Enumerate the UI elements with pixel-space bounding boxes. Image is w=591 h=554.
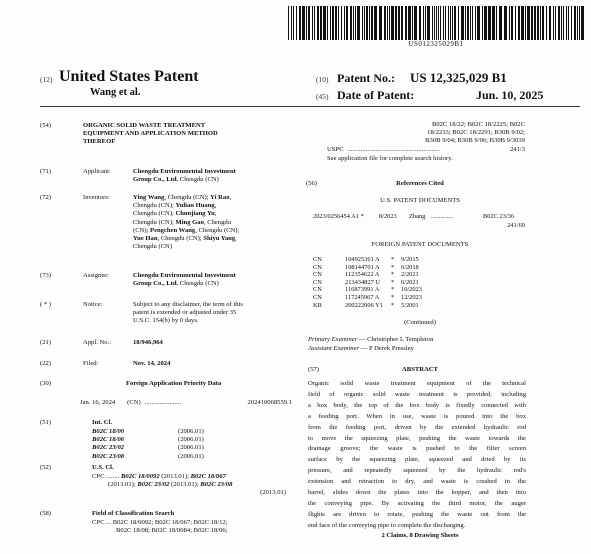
foreign-country: CN [313,293,322,301]
primary-examiner-label: Primary Examiner [308,336,358,343]
barcode-bar [341,6,342,40]
barcode-bar [332,6,334,40]
intcl-code: (51) [40,419,51,426]
barcode-bar [364,6,365,40]
invention-title [83,122,218,147]
barcode-number: US012325029B1 [408,40,464,48]
barcode-bar [355,6,356,40]
inventor-location: , Chengdu (CN); [195,226,240,234]
barcode-bar [561,6,562,40]
barcode-bar [542,6,544,40]
barcode-bar [448,6,449,40]
inventor-name: Pengchen Wang [150,226,196,234]
inventor-location: , [235,235,237,243]
foreign-number: 112354622 A [345,271,380,279]
barcode-bar [450,6,451,40]
foreign-doc-row [313,264,513,272]
barcode-image [286,6,586,40]
barcode-bar [531,6,533,40]
filed-date: Nov. 14, 2024 [133,360,171,367]
assignee-city: Chengdu (CN) [179,280,219,288]
foreign-doc-row [313,294,513,302]
inventor-line [133,219,288,227]
barcode-bar [391,6,394,40]
foreign-number: 116873991 A [345,286,380,294]
barcode-bar [482,6,483,40]
invention-title-line: EQUIPMENT AND APPLICATION METHOD [83,130,218,138]
barcode-bar [320,6,322,40]
abstract-line: a box body, the top of the box body is fixedly connected with [308,401,526,409]
class-line: B30B 9/04; B30B 9/06; B30B 9/3039 [425,137,525,145]
barcode-bar [338,6,339,40]
barcode-bar [408,6,411,40]
barcode-bar [568,6,569,40]
date-label: Date of Patent: [337,88,415,102]
claims-line: 2 Claims, 8 Drawing Sheets [381,532,459,539]
inventors-code: (72) [40,194,51,201]
us-doc-number: 2023/0256454 A1 * [313,213,364,220]
barcode-bar [470,6,471,40]
barcode-bar [330,6,331,40]
barcode-bar [492,6,495,40]
priority-country: (CN) [127,399,141,406]
foreign-doc-row [313,256,513,264]
intcl-row [92,444,232,452]
intcl-list [92,428,232,461]
us-doc-class2-row [313,222,525,230]
intcl-version: (2006.01) [178,436,204,444]
barcode-bar [511,6,513,40]
abstract-line: to move the squeezing plate, pushing the waste towards the [308,434,526,442]
cpc-block [92,473,292,498]
uspc-value: 241/3 [509,146,525,153]
barcode-bar [389,6,390,40]
patent-date: Jun. 10, 2025 [476,88,544,102]
foreign-date: 6/2021 [401,278,419,286]
assignee-name-cont: Group Co., Ltd. [133,280,179,288]
barcode-bar [496,6,497,40]
title-code: (54) [40,122,51,129]
barcode-bar [405,6,407,40]
inventor-short: Wang et al. [90,87,141,98]
cpc-class: B02C 18/067 [190,473,226,480]
abstract-line: barrel, slides down the plates into the hopper, and then into [308,489,526,497]
see-application: See application file for complete search history. [327,155,453,162]
barcode-bar [436,6,437,40]
barcode-bar [423,6,424,40]
foreign-date: 5/2001 [401,301,419,309]
foreign-flag: * [391,271,395,279]
barcode-bar [395,6,397,40]
barcode-bar [335,6,337,40]
inventor-location: Chengdu (CN); [133,202,176,210]
uspc-leader: ........................................................ [347,146,440,153]
inventor-location: , [214,202,217,210]
inventor-location: Chengdu (CN); [133,210,176,218]
inventor-name: Yi Rao [210,194,230,201]
foreign-doc-row [313,286,513,294]
applicant-value [133,168,283,184]
barcode-bar [379,6,382,40]
intcl-class: B02C 23/02 [92,444,125,452]
inventors-list [133,194,288,251]
barcode-bar [443,6,444,40]
barcode-bar [452,6,453,40]
assignee-code: (73) [40,272,51,279]
intcl-version: (2006.01) [178,452,204,460]
assistant-examiner [308,345,414,353]
barcode-bar [438,6,439,40]
field-lines [92,519,302,535]
barcode-bar [440,6,441,40]
barcode-bar [412,6,413,40]
foreign-country: KR [313,301,322,309]
applicant-name-cont: Group Co., Ltd. [133,176,179,184]
field-label: Field of Classification Search [92,510,175,517]
refs-title: References Cited [396,180,444,187]
intcl-row [92,428,232,436]
foreign-flag: * [391,256,395,263]
foreign-flag: * [391,278,395,286]
barcode-bar [312,6,313,40]
inventors-label: Inventors: [83,194,110,201]
inventor-line [133,210,288,218]
foreign-date: 6/2018 [401,263,419,271]
barcode-bar [571,6,572,40]
barcode-bar [509,6,510,40]
barcode-bar [398,6,400,40]
primary-examiner [308,336,433,344]
cpc-version: (2013.01); [108,481,136,489]
barcode-bar [296,6,297,40]
abstract-title: ABSTRACT [402,366,438,373]
foreign-date: 9/2015 [401,256,419,263]
abstract-line: extension and retraction to dry, and waste is crushed in the [308,478,526,486]
foreign-doc-row [313,271,513,279]
foreign-number: 117245967 A [345,293,380,301]
cpc-version: (2013.01); [161,473,189,480]
inventor-location: (CN); [133,226,151,234]
us-doc-row [313,213,525,221]
barcode-bar [434,6,435,40]
intcl-class: B02C 23/08 [92,452,125,460]
barcode-bar [432,6,433,40]
barcode-bar [553,6,554,40]
barcode-bar [362,6,363,40]
patent-number: US 12,325,029 B1 [410,70,507,85]
date-code: (45) [316,92,329,101]
barcode-bar [477,6,480,40]
us-doc-date: 8/2023 [379,213,397,220]
inventor-location: , Chengdu (CN); [157,235,204,243]
barcode-bar [314,6,315,40]
priority-code: (30) [40,380,51,387]
foreign-doc-row [313,302,513,310]
barcode-bar [458,6,459,40]
foreign-date: 12/2023 [401,293,422,301]
invention-title-line: ORGANIC SOLID WASTE TREATMENT [83,122,206,129]
uspc-label: USPC [327,146,344,153]
foreign-number: 213434827 U [345,278,380,286]
priority-title: Foreign Application Priority Data [126,380,222,387]
barcode-bar [534,6,536,40]
intcl-row [92,436,232,444]
abstract-line: end face of the conveying pipe to complete the discharging. [308,521,466,529]
priority-date: Jan. 16, 2024 [80,399,116,406]
barcode-bar [518,6,520,40]
barcode-bar [465,6,466,40]
barcode-bar [577,6,578,40]
barcode-bar [302,6,305,40]
notice-label: Notice: [83,301,103,308]
us-doc-class2: 241/69 [507,222,525,229]
barcode-bar [308,6,310,40]
barcode-bar [574,6,576,40]
inventor-location: , Chengdu [203,218,231,226]
doc-kind-code: (12) [40,75,53,84]
barcode-bar [288,6,289,40]
uscl-code: (52) [40,464,51,471]
abstract-line: pressure, and repeatedly squeezed by the hydraulic rod's [308,467,526,475]
inventor-line [133,227,288,235]
barcode-bar [357,6,360,40]
header-rule [40,106,580,107]
foreign-country: CN [313,278,322,286]
barcode-bar [540,6,541,40]
foreign-country: CN [313,271,322,279]
notice-line: Subject to any disclaimer, the term of this [133,301,243,308]
barcode-bar [371,6,373,40]
patent-no-code: (10) [316,75,329,84]
barcode-bar [546,6,547,40]
foreign-doc-row [313,279,513,287]
refs-code: (56) [306,180,317,187]
notice-text [133,301,288,326]
priority-row [80,399,292,407]
field-line: B02C 18/08; B02C 18/0084; B02C 18/06; [116,527,228,535]
abstract-line: a feeding port. When in use, waste is poured into the box [308,412,526,420]
inventor-name: Yulian Huang [175,202,215,210]
abstract-line: from the feeding port, driven by the extended hydraulic rod [308,423,526,431]
barcode-bar [579,6,580,40]
inventor-line [133,194,288,202]
appl-code: (21) [40,339,51,346]
filed-code: (22) [40,360,51,367]
barcode-bar [484,6,487,40]
barcode-bar [537,6,539,40]
barcode-bar [504,6,507,40]
barcode-bar [566,6,567,40]
inventor-line [133,235,288,243]
cpc-class: B02C 18/0092 [120,473,160,480]
barcode-bar [445,6,446,40]
cpc-version: (2013.01) [260,489,286,497]
abstract-line: Organic solid waste treatment equipment of the technical [308,380,526,387]
barcode-bar [525,6,526,40]
priority-leader: ...................... [144,399,181,406]
intcl-label: Int. Cl. [92,419,112,426]
field-code: (58) [40,510,51,517]
inventor-name: Chunjiang Yu [175,210,215,218]
barcode-bar [527,6,530,40]
applicant-code: (71) [40,168,51,175]
foreign-flag: * [391,286,395,294]
patent-no-label: Patent No.: [337,71,395,85]
barcode-bar [549,6,551,40]
invention-title-line: THEREOF [83,138,116,146]
intcl-version: (2006.01) [178,428,204,435]
barcode-bar [299,6,301,40]
cpc-prefix: CPC ........ [92,473,120,480]
assignee-name: Chengdu Environmental Investment [133,272,236,279]
inventor-name: Shiyu Yang [203,235,236,243]
foreign-flag: * [391,263,395,271]
inventor-name: Ming Gao [175,218,204,226]
foreign-number: 200222006 Y1 [345,301,383,309]
barcode-bar [327,6,328,40]
barcode-bar [521,6,524,40]
barcode-bar [425,6,426,40]
abstract-line: field of organic solid waste treatment is provided, including [308,390,526,398]
uscl-label: U.S. Cl. [92,464,114,471]
inventor-location: , Chengdu (CN); [164,194,211,201]
barcode-bar [323,6,326,40]
inventor-location: Chengdu (CN); [133,218,176,226]
foreign-country: CN [313,256,322,263]
continued-label: (Continued) [404,319,436,326]
foreign-docs-title: FOREIGN PATENT DOCUMENTS [371,241,469,248]
barcode-bar [467,6,469,40]
foreign-number: 108144701 A [345,263,380,271]
field-line: CPC ... B02C 18/0092; B02C 18/067; B02C 18/12; [92,519,228,526]
foreign-country: CN [313,286,322,294]
barcode-bar [353,6,354,40]
filed-label: Filed: [83,360,99,367]
us-doc-name: Zhang [409,213,426,220]
barcode-bar [488,6,491,40]
inventor-location: , [214,210,217,218]
foreign-date: 10/2023 [401,286,422,294]
barcode-bar [461,6,464,40]
barcode-bar [291,6,292,40]
priority-number: 202410068559.1 [247,399,292,406]
barcode-bar [350,6,352,40]
barcode-bar [558,6,560,40]
appl-number: 18/946,964 [133,339,163,346]
inventor-line [133,243,288,251]
foreign-number: 104925361 A [345,256,380,263]
barcode-bar [555,6,556,40]
abstract-code: (57) [308,366,319,373]
us-doc-class: B02C 23/36 [483,213,515,220]
intcl-class: B02C 18/06 [92,436,125,444]
inventor-name: Yue Han [133,235,158,243]
barcode-bar [306,6,307,40]
barcode-bar [472,6,473,40]
us-docs-title: U.S. PATENT DOCUMENTS [380,197,460,204]
assignee-label: Assignee: [83,272,110,279]
patent-heading: United States Patent [59,68,199,85]
barcode-bar [563,6,564,40]
barcode-bar [384,6,386,40]
intcl-class: B02C 18/00 [92,428,125,435]
cpc-version: (2013.01); [171,481,199,489]
cpc-class: B02C 23/08 [200,481,233,489]
barcode-bar [499,6,502,40]
abstract-line: the conveying pipe. By activating the third motor, the auger [308,499,526,507]
barcode-bar [366,6,368,40]
abstract-line: flights are driven to rotate, pushing the waste out from the [308,510,526,518]
foreign-flag: * [391,293,395,301]
inventor-name: Ying Wang [133,194,165,201]
notice-line: U.S.C. 154(b) by 0 days. [133,317,199,325]
barcode-bar [515,6,516,40]
assignee-value [133,272,283,288]
foreign-date: 2/2021 [401,271,419,279]
class-line: B02C 18/22; B02C 18/2225; B02C [431,121,525,128]
barcode-bar [475,6,476,40]
applicant-city: Chengdu (CN) [179,176,219,184]
abstract-line: drainage groove; the waste is pushed to the filter screen [308,445,526,453]
barcode-bar [581,6,584,40]
notice-line: patent is extended or adjusted under 35 [133,309,237,317]
intcl-row [92,453,232,461]
primary-examiner-name: — Christopher L Templeton [358,336,434,343]
barcode-bar [427,6,430,40]
inventor-line [133,202,288,210]
uspc-row [327,146,525,154]
inventor-location: , [229,194,232,201]
foreign-country: CN [313,263,322,271]
barcode-bar [387,6,388,40]
assistant-examiner-label: Assistant Examiner [308,345,360,352]
applicant-label: Applicant: [83,168,111,175]
assistant-examiner-name: — P Derek Pressley [360,345,414,352]
cpc-class: B02C 23/02 [137,481,170,489]
notice-code: ( * ) [40,301,51,308]
inventor-location: Chengdu (CN) [133,243,173,251]
barcode-bar [414,6,417,40]
barcode-bar [454,6,456,40]
barcode-bar [346,6,348,40]
barcode-bar [317,6,319,40]
barcode-bar [369,6,370,40]
barcode-bar [374,6,377,40]
class-lines [320,121,525,146]
intcl-version: (2006.01) [178,444,204,452]
barcode-bar [293,6,294,40]
applicant-name: Chengdu Environmental Investment [133,168,236,175]
barcode-bar [401,6,403,40]
class-line: 18/2233; B02C 18/2291; B30B 9/02; [427,129,525,137]
foreign-docs-list [313,256,513,309]
barcode-bar [419,6,421,40]
us-doc-leader: .............. [431,213,454,220]
abstract-line: surface by the squeezing plate, squeezed and dried by its [308,456,526,464]
appl-label: Appl. No.: [83,339,112,346]
foreign-flag: * [391,301,395,309]
abstract-text [308,379,526,532]
barcode-bar [344,6,345,40]
